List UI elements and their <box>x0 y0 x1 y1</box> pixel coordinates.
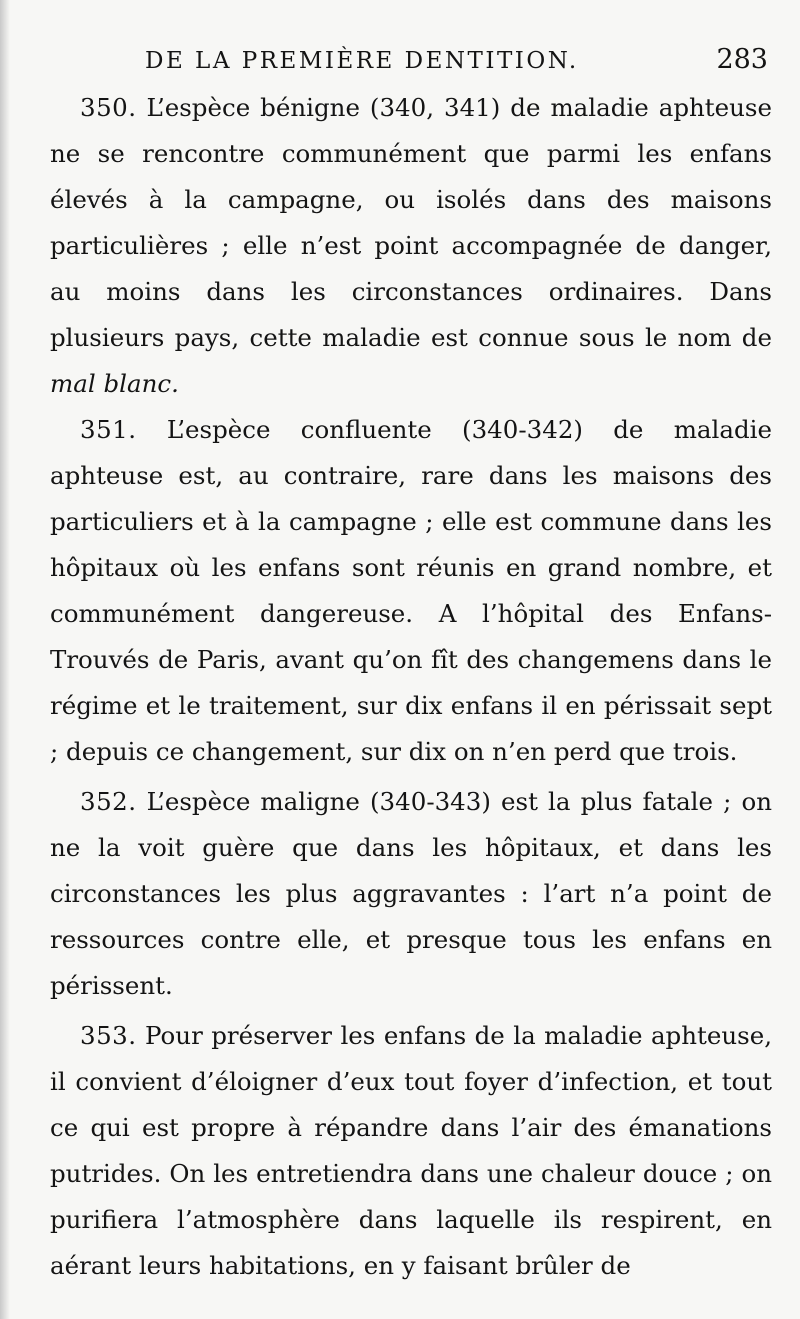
paragraph-text: L’espèce maligne (340-343) est la plus fatale ; on ne la voit guère que dans les hôpitaux, et dans les circonstances les plus aggravantes : l’art n’a point de ressources contre elle, et presque tous les enfans en périssent. <box>50 787 772 1000</box>
paragraph-text: Pour préserver les enfans de la maladie aphteuse, il convient d’éloigner d’eux tout foyer d’infection, et tout ce qui est propre à répandre dans l’air des émanations putrides. On les entretiendra dans une chaleur douce ; on purifiera l’atmosphère dans laquelle ils respirent, en aérant leurs habitations, en y faisant brûler de <box>50 1021 772 1280</box>
body-text <box>50 85 772 1289</box>
emphasized-term: mal blanc. <box>50 369 179 398</box>
paragraph-351 <box>50 407 772 775</box>
paragraph-number: 351. <box>80 415 137 444</box>
paragraph-number: 350. <box>80 93 137 122</box>
paragraph-350 <box>50 85 772 407</box>
page-header <box>50 42 772 82</box>
paragraph-text: L’espèce bénigne (340, 341) de maladie aphteuse ne se rencontre communément que parmi les enfans élevés à la campagne, ou isolés dans des maisons particulières ; elle n’est point accompagnée de danger, au moins dans les circonstances ordinaires. Dans plusieurs pays, cette maladie est connue sous le nom de <box>50 93 772 352</box>
paragraph-number: 353. <box>80 1021 137 1050</box>
paragraph-number: 352. <box>80 787 137 816</box>
page-edge-shadow <box>0 0 10 1319</box>
paragraph-text: L’espèce confluente (340-342) de maladie aphteuse est, au contraire, rare dans les maisons des particuliers et à la campagne ; elle est commune dans les hôpitaux où les enfans sont réunis en grand nombre, et communément dangereuse. A l’hôpital des Enfans-Trouvés de Paris, avant qu’on fît des changemens dans le régime et le traitement, sur dix enfans il en périssait sept ; depuis ce changement, sur dix on n’en perd que trois. <box>50 415 772 766</box>
paragraph-353 <box>50 1013 772 1289</box>
page-number: 283 <box>716 44 768 75</box>
paragraph-352 <box>50 779 772 1009</box>
running-title: DE LA PREMIÈRE DENTITION. <box>145 48 579 74</box>
